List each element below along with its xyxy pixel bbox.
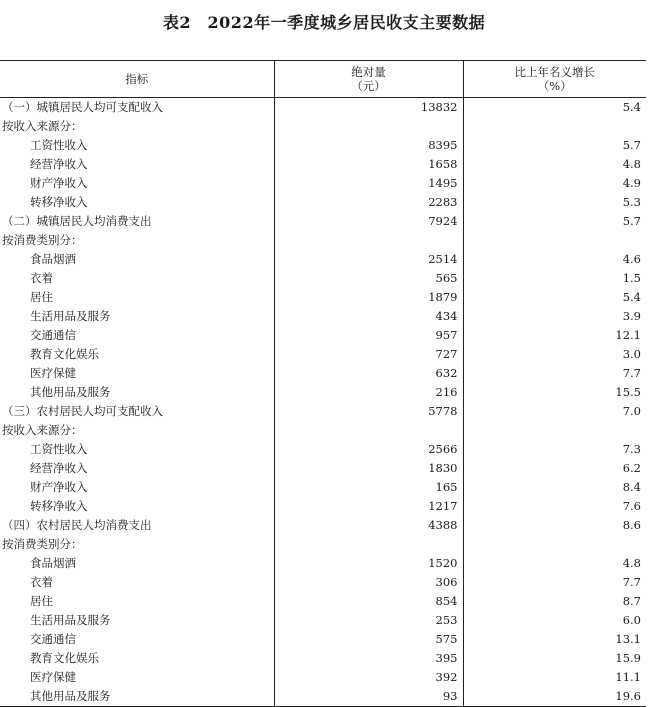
table-row: [0, 668, 646, 687]
row-growth-value: 6.2: [622, 461, 641, 475]
row-growth-value: 8.6: [622, 518, 641, 532]
row-growth-value: 3.9: [622, 309, 641, 323]
row-growth-value: 7.0: [622, 404, 641, 418]
table-row: [0, 573, 646, 592]
table-row: [0, 611, 646, 630]
row-absolute-value: 165: [274, 478, 463, 497]
table-row: [0, 269, 646, 288]
row-absolute-value: 854: [274, 592, 463, 611]
row-absolute-value: [274, 421, 463, 440]
table-row: [0, 421, 646, 440]
table-row: [0, 459, 646, 478]
table-row: [0, 136, 646, 155]
row-absolute-value: 306: [274, 573, 463, 592]
row-growth-value: 15.9: [615, 651, 641, 665]
row-absolute-value: 8395: [274, 136, 463, 155]
header-indicator: 指标: [0, 61, 274, 98]
row-absolute-value: 434: [274, 307, 463, 326]
row-label: 转移净收入: [0, 497, 274, 516]
table-row: [0, 326, 646, 345]
header-absolute-label: 绝对量: [351, 65, 386, 79]
row-absolute-value: [274, 535, 463, 554]
row-absolute-value: 253: [274, 611, 463, 630]
row-growth-value: 7.6: [622, 499, 641, 513]
row-absolute-value: [274, 231, 463, 250]
table-row: [0, 231, 646, 250]
row-label: 按收入来源分：: [0, 117, 274, 136]
row-growth-value: 4.8: [622, 556, 641, 570]
table-header: [0, 61, 646, 98]
table-row: [0, 516, 646, 535]
row-label: 交通通信: [0, 326, 274, 345]
table-row: [0, 288, 646, 307]
table-row: [0, 364, 646, 383]
table-row: [0, 554, 646, 573]
row-absolute-value: 216: [274, 383, 463, 402]
row-label: 教育文化娱乐: [0, 649, 274, 668]
row-absolute-value: 632: [274, 364, 463, 383]
row-absolute-value: 392: [274, 668, 463, 687]
row-growth-value: 15.5: [615, 385, 641, 399]
table-title: 表2 2022年一季度城乡居民收支主要数据: [162, 13, 486, 32]
row-label: 工资性收入: [0, 440, 274, 459]
row-label: 居住: [0, 288, 274, 307]
header-growth-unit: （%）: [537, 79, 572, 93]
row-growth-value: 5.7: [622, 138, 641, 152]
row-growth-value: 5.3: [622, 195, 641, 209]
row-growth-value: 4.9: [622, 176, 641, 190]
row-growth-value: 13.1: [615, 632, 641, 646]
row-growth-value: 1.5: [622, 271, 641, 285]
table-row: [0, 383, 646, 402]
row-growth-value: 4.8: [622, 157, 641, 171]
table-row: [0, 307, 646, 326]
row-growth-value: 4.6: [622, 252, 641, 266]
row-absolute-value: 395: [274, 649, 463, 668]
row-label: 食品烟酒: [0, 250, 274, 269]
row-label: 按收入来源分：: [0, 421, 274, 440]
row-absolute-value: 2514: [274, 250, 463, 269]
row-label: （四）农村居民人均消费支出: [0, 516, 274, 535]
row-absolute-value: 727: [274, 345, 463, 364]
header-growth: [463, 61, 646, 98]
row-absolute-value: 13832: [274, 98, 463, 118]
row-absolute-value: 1495: [274, 174, 463, 193]
table-row: [0, 250, 646, 269]
row-growth-value: 19.6: [463, 687, 646, 707]
table-row: [0, 592, 646, 611]
table-row: [0, 687, 646, 707]
row-label: 工资性收入: [0, 136, 274, 155]
table-row: [0, 402, 646, 421]
row-growth-value: 3.0: [622, 347, 641, 361]
table-row: [0, 212, 646, 231]
row-absolute-value: 1520: [274, 554, 463, 573]
row-absolute-value: 1830: [274, 459, 463, 478]
header-growth-label: 比上年名义增长: [514, 65, 595, 79]
table-row: [0, 193, 646, 212]
row-absolute-value: 565: [274, 269, 463, 288]
row-label: 居住: [0, 592, 274, 611]
row-absolute-value: [274, 117, 463, 136]
row-label: 财产净收入: [0, 174, 274, 193]
row-absolute-value: 2283: [274, 193, 463, 212]
row-label: 教育文化娱乐: [0, 345, 274, 364]
row-label: 衣着: [0, 269, 274, 288]
row-label: 交通通信: [0, 630, 274, 649]
row-label: 其他用品及服务: [0, 687, 274, 707]
table-row: [0, 497, 646, 516]
row-absolute-value: 1879: [274, 288, 463, 307]
row-label: 其他用品及服务: [0, 383, 274, 402]
row-label: （三）农村居民人均可支配收入: [0, 402, 274, 421]
table-row: [0, 440, 646, 459]
table-row: [0, 174, 646, 193]
table-row: [0, 649, 646, 668]
row-growth-value: 7.7: [622, 575, 641, 589]
row-absolute-value: 93: [274, 687, 463, 707]
row-absolute-value: 1217: [274, 497, 463, 516]
row-growth-value: 8.7: [622, 594, 641, 608]
table-row: [0, 535, 646, 554]
row-label: 生活用品及服务: [0, 307, 274, 326]
table-body: [0, 98, 646, 707]
table-row: [0, 478, 646, 497]
row-absolute-value: 575: [274, 630, 463, 649]
row-growth-value: 7.7: [622, 366, 641, 380]
row-absolute-value: 957: [274, 326, 463, 345]
row-absolute-value: 5778: [274, 402, 463, 421]
row-growth-value: 11.1: [615, 670, 641, 684]
row-label: （一）城镇居民人均可支配收入: [0, 98, 274, 118]
row-growth-value: [463, 535, 646, 554]
row-growth-value: 5.4: [622, 100, 641, 114]
row-label: 经营净收入: [0, 459, 274, 478]
table-row: [0, 630, 646, 649]
row-label: 财产净收入: [0, 478, 274, 497]
row-growth-value: 5.7: [622, 214, 641, 228]
row-label: 经营净收入: [0, 155, 274, 174]
table-row: [0, 155, 646, 174]
header-absolute: [274, 61, 463, 98]
row-label: 按消费类别分：: [0, 535, 274, 554]
row-growth-value: [463, 421, 646, 440]
row-absolute-value: 2566: [274, 440, 463, 459]
table-row: [0, 98, 646, 118]
row-label: 转移净收入: [0, 193, 274, 212]
row-growth-value: 6.0: [622, 613, 641, 627]
row-growth-value: [463, 117, 646, 136]
table-row: [0, 345, 646, 364]
row-label: 医疗保健: [0, 668, 274, 687]
row-label: 食品烟酒: [0, 554, 274, 573]
row-absolute-value: 4388: [274, 516, 463, 535]
table-row: [0, 117, 646, 136]
row-growth-value: 12.1: [615, 328, 641, 342]
row-growth-value: 7.3: [622, 442, 641, 456]
header-absolute-unit: （元）: [351, 79, 386, 93]
income-expenditure-table: [0, 60, 646, 707]
row-growth-value: [463, 231, 646, 250]
row-label: 按消费类别分：: [0, 231, 274, 250]
row-label: （二）城镇居民人均消费支出: [0, 212, 274, 231]
row-growth-value: 5.4: [622, 290, 641, 304]
row-absolute-value: 1658: [274, 155, 463, 174]
row-label: 生活用品及服务: [0, 611, 274, 630]
row-absolute-value: 7924: [274, 212, 463, 231]
header-row: [0, 61, 646, 98]
row-label: 医疗保健: [0, 364, 274, 383]
row-growth-value: 8.4: [622, 480, 641, 494]
row-label: 衣着: [0, 573, 274, 592]
